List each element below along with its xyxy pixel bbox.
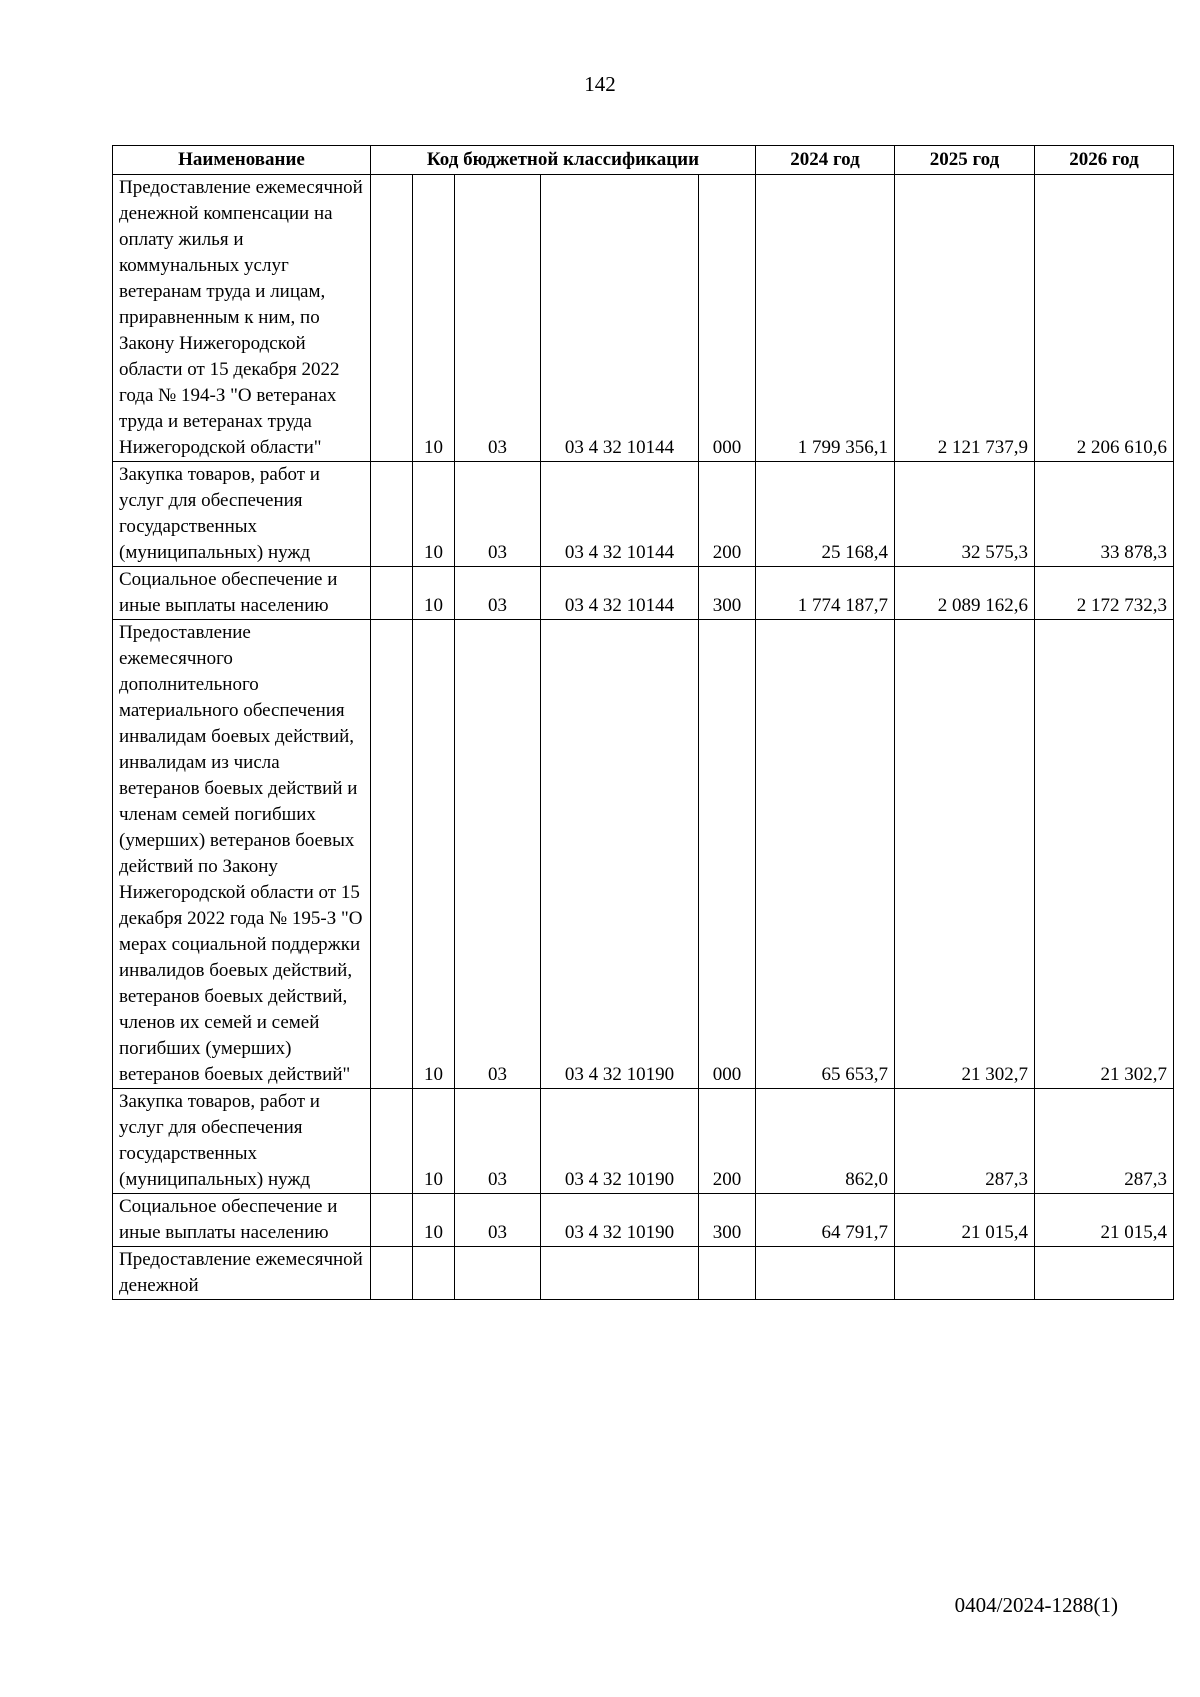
blank-cell <box>371 462 413 567</box>
row-section: 10 <box>413 1194 455 1247</box>
row-2026: 21 015,4 <box>1035 1194 1174 1247</box>
table-row <box>113 1247 1174 1300</box>
row-2025: 32 575,3 <box>895 462 1035 567</box>
table-row <box>113 1089 1174 1194</box>
row-2024: 1 799 356,1 <box>756 175 895 462</box>
row-subsection: 03 <box>455 620 541 1089</box>
row-2026: 2 206 610,6 <box>1035 175 1174 462</box>
budget-table <box>112 145 1174 1300</box>
row-2024: 1 774 187,7 <box>756 567 895 620</box>
row-expense-type <box>699 1247 756 1300</box>
row-target-code: 03 4 32 10144 <box>541 567 699 620</box>
row-expense-type: 000 <box>699 620 756 1089</box>
row-2025: 2 089 162,6 <box>895 567 1035 620</box>
blank-cell <box>371 620 413 1089</box>
row-name: Предоставление ежемесячного дополнительного материального обеспечения инвалидам боевых действий, инвалидам из числа ветеранов боевых действий и членам семей погибших (умерших) ветеранов боевых действий по Закону Нижегородской области от 15 декабря 2022 года № 195-З "О мерах социальной поддержки инвалидов боевых действий, ветеранов боевых действий, членов их семей и семей погибших (умерших) ветеранов боевых действий" <box>113 620 371 1089</box>
page-number: 142 <box>584 72 616 96</box>
header-code: Код бюджетной классификации <box>371 146 756 175</box>
table-header-row <box>113 146 1174 175</box>
table-row <box>113 620 1174 1089</box>
row-2024: 25 168,4 <box>756 462 895 567</box>
table-row <box>113 567 1174 620</box>
header-2026: 2026 год <box>1035 146 1174 175</box>
row-target-code: 03 4 32 10144 <box>541 462 699 567</box>
row-subsection: 03 <box>455 1194 541 1247</box>
row-name: Закупка товаров, работ и услуг для обеспечения государственных (муниципальных) нужд <box>113 1089 371 1194</box>
row-2026: 33 878,3 <box>1035 462 1174 567</box>
row-subsection: 03 <box>455 1089 541 1194</box>
row-expense-type: 200 <box>699 462 756 567</box>
row-subsection: 03 <box>455 462 541 567</box>
row-name: Предоставление ежемесячной денежной <box>113 1247 371 1300</box>
row-expense-type: 300 <box>699 1194 756 1247</box>
blank-cell <box>371 1247 413 1300</box>
row-expense-type: 000 <box>699 175 756 462</box>
row-name: Закупка товаров, работ и услуг для обеспечения государственных (муниципальных) нужд <box>113 462 371 567</box>
row-2026: 287,3 <box>1035 1089 1174 1194</box>
row-target-code <box>541 1247 699 1300</box>
header-2024: 2024 год <box>756 146 895 175</box>
row-target-code: 03 4 32 10190 <box>541 1089 699 1194</box>
document-registration-code: 0404/2024-1288(1) <box>954 1593 1118 1617</box>
table-row <box>113 462 1174 567</box>
table-row <box>113 1194 1174 1247</box>
row-name: Предоставление ежемесячной денежной компенсации на оплату жилья и коммунальных услуг ветеранам труда и лицам, приравненным к ним, по Закону Нижегородской области от 15 декабря 2022 года № 194-З "О ветеранах труда и ветеранах труда Нижегородской области" <box>113 175 371 462</box>
row-2026: 2 172 732,3 <box>1035 567 1174 620</box>
row-name: Социальное обеспечение и иные выплаты населению <box>113 1194 371 1247</box>
header-name: Наименование <box>113 146 371 175</box>
row-2025: 21 015,4 <box>895 1194 1035 1247</box>
row-target-code: 03 4 32 10144 <box>541 175 699 462</box>
row-2024: 64 791,7 <box>756 1194 895 1247</box>
row-2024: 862,0 <box>756 1089 895 1194</box>
row-section: 10 <box>413 462 455 567</box>
row-2025: 21 302,7 <box>895 620 1035 1089</box>
header-2025: 2025 год <box>895 146 1035 175</box>
blank-cell <box>371 567 413 620</box>
row-section: 10 <box>413 620 455 1089</box>
row-target-code: 03 4 32 10190 <box>541 620 699 1089</box>
row-section: 10 <box>413 567 455 620</box>
table-row <box>113 175 1174 462</box>
row-section: 10 <box>413 175 455 462</box>
row-2024 <box>756 1247 895 1300</box>
row-2025 <box>895 1247 1035 1300</box>
row-target-code: 03 4 32 10190 <box>541 1194 699 1247</box>
row-2026 <box>1035 1247 1174 1300</box>
row-subsection <box>455 1247 541 1300</box>
row-subsection: 03 <box>455 567 541 620</box>
row-2025: 287,3 <box>895 1089 1035 1194</box>
row-section: 10 <box>413 1089 455 1194</box>
row-2025: 2 121 737,9 <box>895 175 1035 462</box>
blank-cell <box>371 175 413 462</box>
row-2024: 65 653,7 <box>756 620 895 1089</box>
row-name: Социальное обеспечение и иные выплаты населению <box>113 567 371 620</box>
row-subsection: 03 <box>455 175 541 462</box>
row-2026: 21 302,7 <box>1035 620 1174 1089</box>
row-expense-type: 200 <box>699 1089 756 1194</box>
blank-cell <box>371 1194 413 1247</box>
row-expense-type: 300 <box>699 567 756 620</box>
row-section <box>413 1247 455 1300</box>
blank-cell <box>371 1089 413 1194</box>
